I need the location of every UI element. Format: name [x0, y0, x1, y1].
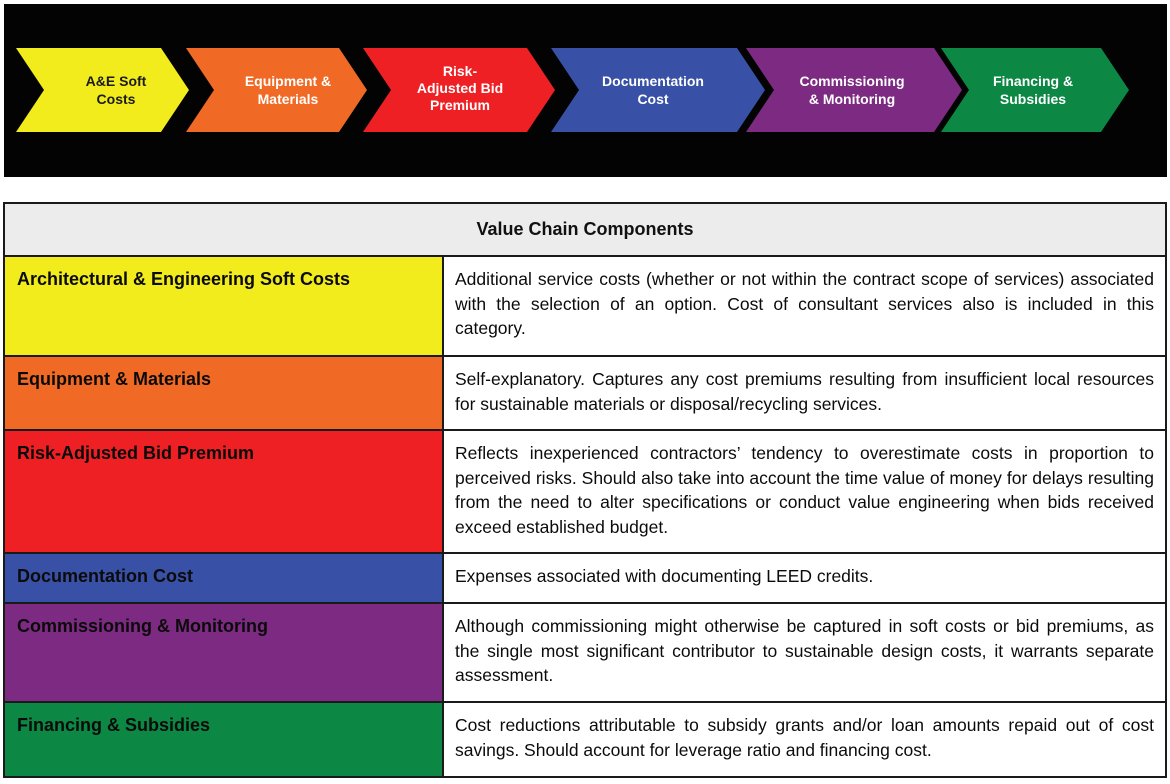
description-cell: Although commissioning might otherwise be captured in soft costs or bid premiums, as the single most significant contributor to sustainable design costs, it warrants separate assessment.: [443, 603, 1166, 702]
chevron-commissioning-label-1: Commissioning: [799, 73, 905, 89]
description-cell: Expenses associated with documenting LEED credits.: [443, 553, 1166, 603]
category-cell: Documentation Cost: [4, 553, 443, 603]
chevron-financing-label-2: Subsidies: [999, 91, 1067, 107]
chevron-equipment-label-2: Materials: [257, 91, 319, 107]
description-cell: Self-explanatory. Captures any cost premiums resulting from insufficient local resources for sustainable materials or disposal/recycling services.: [443, 356, 1166, 430]
chevron-financing-label-1: Financing &: [992, 73, 1074, 89]
category-cell: Commissioning & Monitoring: [4, 603, 443, 702]
table-title: Value Chain Components: [4, 203, 1166, 256]
chevron-ae-soft-costs: [16, 48, 189, 132]
category-cell: Equipment & Materials: [4, 356, 443, 430]
description-cell: Additional service costs (whether or not within the contract scope of services) associated with the selection of an option. Cost of consultant services also is included in this category.: [443, 256, 1166, 356]
value-chain-table: [3, 202, 1167, 778]
chevron-ae-label-1: A&E Soft: [85, 73, 147, 89]
chevron-documentation-cost: [551, 48, 765, 132]
chevron-ae-label-2: Costs: [96, 91, 136, 107]
table-row: [4, 356, 1166, 430]
table-row: [4, 256, 1166, 356]
chevron-risk-label-1: Risk-: [442, 63, 478, 79]
chevron-financing-subsidies: [941, 48, 1129, 132]
value-chain-banner: [4, 4, 1167, 177]
chevron-documentation-label-2: Cost: [637, 91, 669, 107]
category-cell: Risk-Adjusted Bid Premium: [4, 430, 443, 553]
category-cell: Architectural & Engineering Soft Costs: [4, 256, 443, 356]
chevron-flow-diagram: [4, 4, 1167, 177]
description-cell: Reflects inexperienced contractors’ tendency to overestimate costs in proportion to perceived risks. Should also take into account the time value of money for delays resulting from the need to alter specifications or conduct value engineering when bids received exceed established budget.: [443, 430, 1166, 553]
chevron-documentation-label-1: Documentation: [602, 73, 704, 89]
chevron-risk-label-3: Premium: [430, 97, 490, 113]
chevron-commissioning-monitoring: [746, 48, 962, 132]
chevron-equipment-label-1: Equipment &: [244, 73, 332, 89]
table-row: [4, 702, 1166, 777]
table-row: [4, 603, 1166, 702]
category-cell: Financing & Subsidies: [4, 702, 443, 777]
description-cell: Cost reductions attributable to subsidy grants and/or loan amounts repaid out of cost savings. Should account for leverage ratio and financing cost.: [443, 702, 1166, 777]
table-row: [4, 430, 1166, 553]
chevron-commissioning-label-2: & Monitoring: [808, 91, 896, 107]
chevron-equipment-materials: [186, 48, 367, 132]
table-row: [4, 553, 1166, 603]
chevron-risk-label-2: Adjusted Bid: [416, 80, 504, 96]
